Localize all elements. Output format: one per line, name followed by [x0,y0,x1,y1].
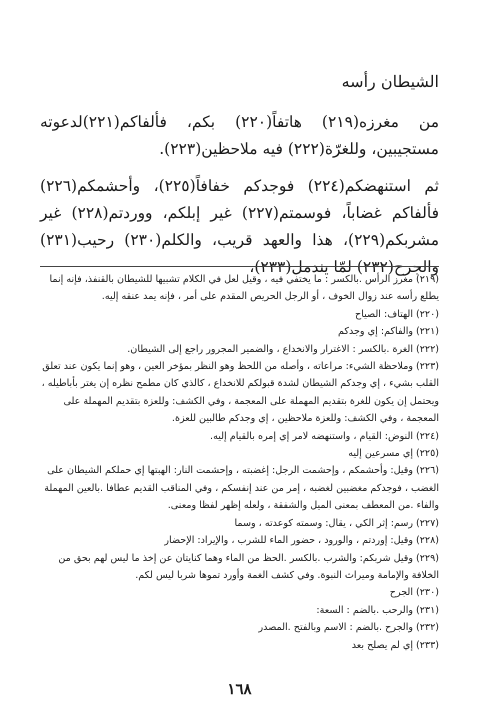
footnote [36,532,439,549]
footnote-text: وقيل شربكم: والشرب .بالكسر .الحظ من الماء وهما كنايتان عن إخذ ما ليس لهم بحق من الخلافة والإمامة وميراث النبوة. وفي كشف الغمة وأورد تموها شربا ليس لكم. [58,552,439,581]
footnote-text: والفاكم: إي وجدكم [338,326,414,338]
footnote [36,271,439,306]
main-text [40,68,439,291]
footnote-text: وملاحظة الشيء: مراعاته ، وأصله من اللحظ وهو النظر بمؤخر العين ، وهو إنما يكون عند تعلق القلب بشيء ، إي وجدكم الشيطان لشدة قبولكم للانخداع ، كالذي كان مطمح نظره إن يغتر بأباطيله ، ويحتمل إن يكون للغرة بتقديم المهملة على المعجمة ، وفي الكشف: وللعزة بتقديم المهملة على المعجمة ، وفي الكشف: وللعزة ملاحظين ، إي وجدكم طالبين للعزة. [41,361,439,425]
footnote-number: (٢٢٠) [416,308,439,320]
section-heading: الشيطان رأسه [341,72,439,91]
footnote-number: (٢٣٣) [416,639,439,651]
footnote-text: رسم: إثر الكي ، يقال: وسمته كوعدته ، وسما [234,517,414,529]
footnote-number: (٢٢٣) [416,361,439,373]
footnote [36,358,439,428]
footnote-number: (٢١٩) [416,274,439,285]
footnote-text: إي لم يصلح بعد [351,639,414,651]
footnote-text: والجرح .بالضم : الاسم وبالفتح .المصدر [258,622,414,634]
footnote-text: الجرح [389,587,414,599]
footnote [36,323,439,340]
footnote [36,445,439,462]
footnote-text: والرحب .بالضم : السعة: [316,604,414,616]
footnotes [36,271,439,654]
footnote [36,462,439,514]
footnote-number: (٢٢٩) [416,552,439,564]
footnote-number: (٢٢٢) [416,343,439,355]
page-number: ١٦٨ [227,680,252,698]
footnote [36,619,439,636]
footnote-number: (٢٣١) [416,604,439,616]
footnote-number: (٢٢٤) [416,430,439,442]
footnote-text: مغرز الرأس .بالكسر : ما يختفي فيه ، وقيل لعل في الكلام تشبيها للشيطان بالقنفذ، فإنه إنما يطلع رأسه عند زوال الخوف ، أو الرجل الحريص المقدم على أمر ، فإنه يمد عنقه إليه. [49,274,439,303]
footnote-text: الغرة .بالكسر : الاغترار والانخداع ، والضمير المجرور راجع إلى الشيطان. [127,343,414,355]
footnote-number: (٢٢٥) [416,448,439,460]
footnote [36,341,439,358]
footnote-text: وقيل: وأحشمكم ، وإحشمت الرجل: إغضبته ، وإحشمت النار: الهبتها إي حملكم الشيطان على الغضب ، فوجدكم مغضبين لغضبه ، إمر من عند إنفسكم ، وفي المناقب القديم عطافا .بالعين المهملة والفاء .من المعطف بمعنى الميل والشفقة ، ولعله إظهر لفظا ومعنى. [44,465,439,512]
footnote [36,515,439,532]
footnote-text: الهتاف: الصياح [355,308,414,320]
footnote [36,584,439,601]
paragraph: ثم استنهضكم(٢٢٤) فوجدكم خفافاً(٢٢٥)، وأحشمكم(٢٢٦) فألفاكم غضاباً، فوسمتم(٢٢٧) غير إبلكم، ووردتم(٢٢٨) غير مشربكم(٢٢٩)، هذا والعهد قريب، والكلم(٢٣٠) رحيب(٢٣١) والجرح(٢٣٢) لمّا يندمل(٢٣٣)، [40,177,440,276]
footnote [36,428,439,445]
footnote-number: (٢٣٢) [416,622,439,634]
footnote-number: (٢٢٦) [416,465,439,477]
footnote-text: وقيل: إوردتم ، والورود ، حضور الماء للشرب ، والإيراد: الإحضار [164,535,414,547]
paragraph: من مغرزه(٢١٩) هاتفاً(٢٢٠) بكم، فألفاكم(٢٢١)لدعوته مستجيبين، وللغرّة(٢٢٢) فيه ملاحظين(٢٢٣). [40,113,439,158]
footnote-number: (٢٢١) [416,326,439,338]
footnote-divider [40,266,439,267]
footnote [36,637,439,654]
footnote-number: (٢٢٧) [416,517,439,529]
footnote [36,602,439,619]
footnote-text: إي مسرعين إليه [348,448,414,460]
footnote [36,306,439,323]
footnote [36,550,439,585]
footnote-number: (٢٢٨) [416,535,439,547]
footnote-number: (٢٣٠) [416,587,439,599]
footnote-text: النوض: القيام ، واستنهضه لامر إي إمره بالقيام إليه. [210,430,414,442]
